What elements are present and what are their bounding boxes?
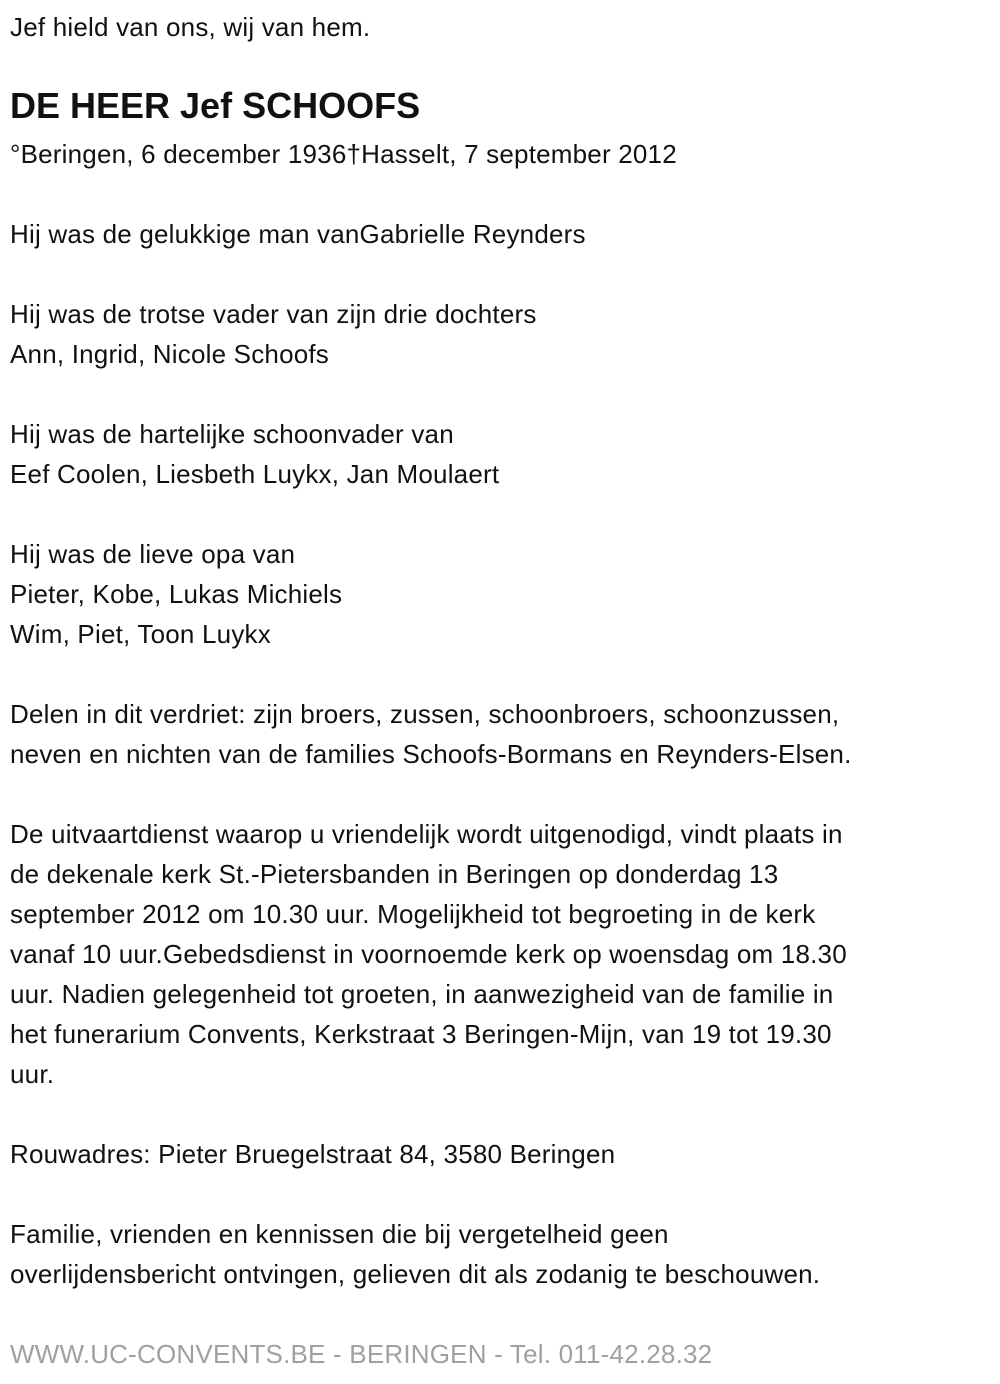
paragraph	[10, 294, 1000, 374]
paragraph-line: neven en nichten van de families Schoofs-Bormans en Reynders-Elsen.	[10, 739, 852, 769]
paragraph-line: Hij was de gelukkige man vanGabrielle Reynders	[10, 219, 586, 249]
footer-contact: WWW.UC-CONVENTS.BE - BERINGEN - Tel. 011-42.28.32	[10, 1339, 713, 1369]
paragraph-line: Eef Coolen, Liesbeth Luykx, Jan Moulaert	[10, 459, 500, 489]
paragraph-line: uur. Nadien gelegenheid tot groeten, in aanwezigheid van de familie in	[10, 979, 834, 1009]
paragraph-line: Wim, Piet, Toon Luykx	[10, 619, 271, 649]
paragraph	[10, 534, 1000, 654]
paragraph	[10, 214, 1000, 254]
obituary-document	[10, 7, 1000, 1374]
paragraph-line: Ann, Ingrid, Nicole Schoofs	[10, 339, 330, 369]
paragraph-line: Pieter, Kobe, Lukas Michiels	[10, 579, 343, 609]
paragraph-line: Familie, vrienden en kennissen die bij vergetelheid geen	[10, 1219, 669, 1249]
paragraph-line: Hij was de hartelijke schoonvader van	[10, 419, 454, 449]
paragraph-line: vanaf 10 uur.Gebedsdienst in voornoemde kerk op woensdag om 18.30	[10, 939, 847, 969]
paragraph-line: Delen in dit verdriet: zijn broers, zussen, schoonbroers, schoonzussen,	[10, 699, 840, 729]
paragraph	[10, 694, 1000, 774]
paragraph-line: Hij was de trotse vader van zijn drie dochters	[10, 299, 537, 329]
paragraph	[10, 814, 1000, 1094]
deceased-name-title: DE HEER Jef SCHOOFS	[10, 85, 421, 126]
paragraph-line: Rouwadres: Pieter Bruegelstraat 84, 3580 Beringen	[10, 1139, 616, 1169]
paragraph-line: De uitvaartdienst waarop u vriendelijk wordt uitgenodigd, vindt plaats in	[10, 819, 843, 849]
paragraph-line: Hij was de lieve opa van	[10, 539, 296, 569]
paragraph	[10, 1214, 1000, 1294]
paragraph	[10, 414, 1000, 494]
paragraph-line: de dekenale kerk St.-Pietersbanden in Beringen op donderdag 13	[10, 859, 779, 889]
birth-death-dates: °Beringen, 6 december 1936†Hasselt, 7 september 2012	[10, 139, 677, 169]
paragraph-line: uur.	[10, 1059, 55, 1089]
paragraph-line: overlijdensbericht ontvingen, gelieven dit als zodanig te beschouwen.	[10, 1259, 821, 1289]
paragraph	[10, 1134, 1000, 1174]
intro-line: Jef hield van ons, wij van hem.	[10, 12, 371, 42]
paragraph-line: september 2012 om 10.30 uur. Mogelijkheid tot begroeting in de kerk	[10, 899, 816, 929]
obituary-body	[10, 214, 1000, 1294]
paragraph-line: het funerarium Convents, Kerkstraat 3 Beringen-Mijn, van 19 tot 19.30	[10, 1019, 832, 1049]
